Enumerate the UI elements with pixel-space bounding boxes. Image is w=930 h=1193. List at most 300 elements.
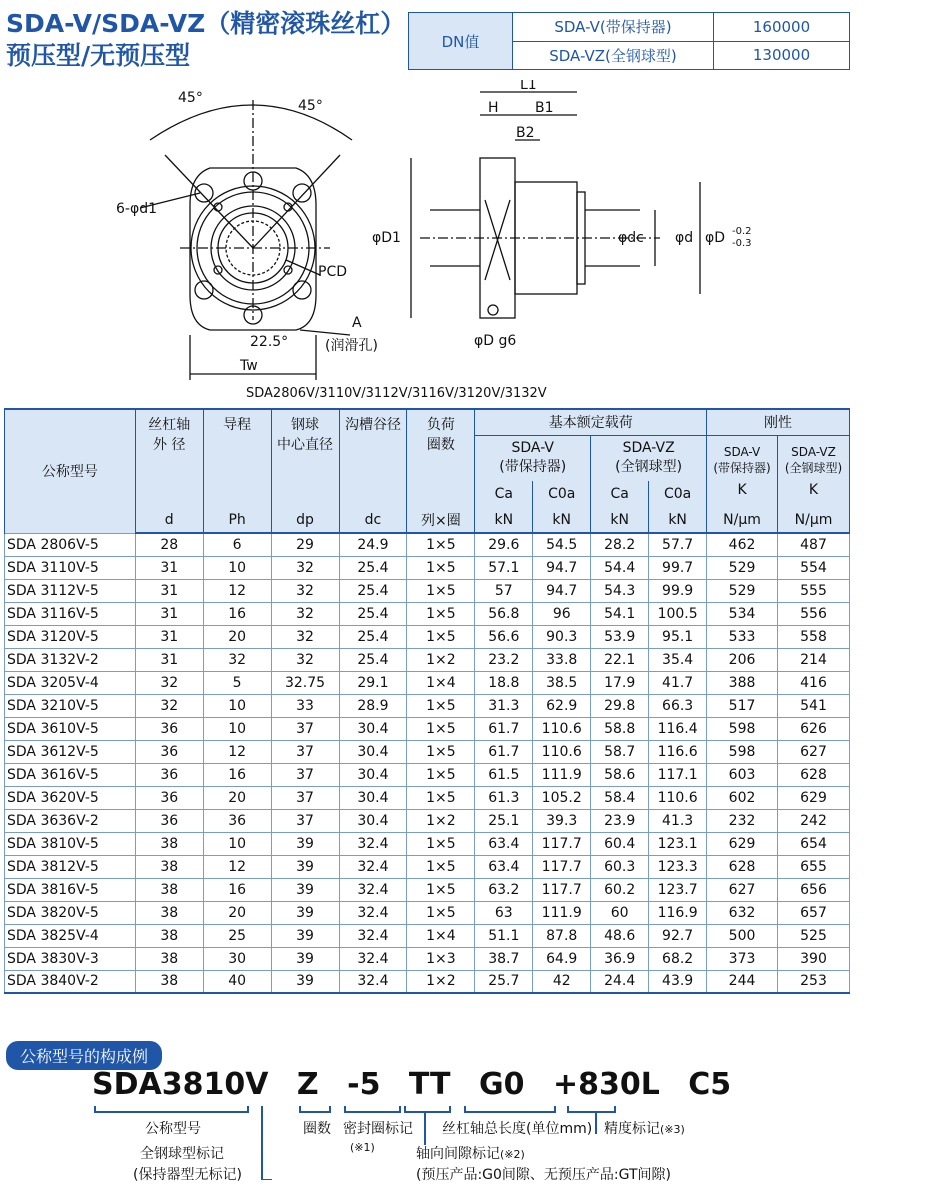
model-cell: SDA 3112V-5: [5, 579, 136, 602]
note-axial-text: 轴向间隙标记: [416, 1146, 500, 1162]
value-cell: 38: [135, 901, 203, 924]
model-cell: SDA 3610V-5: [5, 717, 136, 740]
value-cell: 123.1: [649, 832, 707, 855]
bracket-circuits: [300, 1106, 330, 1112]
table-row: [5, 924, 850, 947]
note-axial: [416, 1143, 525, 1163]
value-cell: 628: [778, 763, 850, 786]
value-cell: 24.9: [339, 533, 407, 556]
value-cell: 629: [707, 832, 778, 855]
value-cell: 32.4: [339, 878, 407, 901]
value-cell: 1×5: [407, 786, 475, 809]
value-cell: 533: [707, 625, 778, 648]
value-cell: 32.4: [339, 970, 407, 993]
value-cell: 57: [475, 579, 533, 602]
example-model-string: [92, 1067, 731, 1102]
value-cell: 598: [707, 717, 778, 740]
value-cell: 627: [778, 740, 850, 763]
value-cell: 56.6: [475, 625, 533, 648]
header-sdav: [475, 435, 591, 481]
dn-type-2: SDA-VZ(全钢球型): [513, 41, 714, 70]
unit-ca1: kN: [475, 507, 533, 533]
value-cell: 54.5: [533, 533, 591, 556]
hole-br: [293, 281, 311, 299]
part-seal: TT: [408, 1067, 451, 1102]
header-stiff: 刚性: [707, 409, 850, 435]
value-cell: 36: [203, 809, 271, 832]
label-phi-d1: φD1: [372, 230, 401, 246]
table-row: [5, 740, 850, 763]
note-model: 公称型号: [145, 1121, 201, 1137]
value-cell: 58.8: [591, 717, 649, 740]
model-cell: SDA 3636V-2: [5, 809, 136, 832]
value-cell: 22.1: [591, 648, 649, 671]
value-cell: 627: [707, 878, 778, 901]
value-cell: 37: [271, 740, 339, 763]
label-phi-d: φd: [675, 230, 694, 246]
value-cell: 603: [707, 763, 778, 786]
value-cell: 39: [271, 832, 339, 855]
unit-d: d: [135, 507, 203, 533]
value-cell: 12: [203, 579, 271, 602]
bracket-clearance: [405, 1106, 450, 1112]
value-cell: 116.6: [649, 740, 707, 763]
value-cell: 20: [203, 901, 271, 924]
value-cell: 30.4: [339, 786, 407, 809]
hole-bottom: [244, 306, 262, 324]
value-cell: 556: [778, 602, 850, 625]
note-axial-ref: (※2): [500, 1148, 525, 1161]
hole-bl: [195, 281, 213, 299]
dn-type-1: SDA-V(带保持器): [513, 13, 714, 42]
value-cell: 1×5: [407, 901, 475, 924]
value-cell: 525: [778, 924, 850, 947]
value-cell: 1×5: [407, 533, 475, 556]
value-cell: 16: [203, 878, 271, 901]
value-cell: 628: [707, 855, 778, 878]
value-cell: 54.1: [591, 602, 649, 625]
value-cell: 12: [203, 740, 271, 763]
header-sdav-l2: (带保持器): [499, 459, 567, 476]
label-b2: B2: [516, 125, 535, 141]
value-cell: 31: [135, 579, 203, 602]
header-load: [407, 409, 475, 507]
model-cell: SDA 3830V-3: [5, 947, 136, 970]
label-lube-hole: (润滑孔): [325, 338, 378, 354]
value-cell: 117.7: [533, 832, 591, 855]
value-cell: 94.7: [533, 556, 591, 579]
unit-c0a2: kN: [649, 507, 707, 533]
model-cell: SDA 3620V-5: [5, 786, 136, 809]
header-sdav-l1: SDA-V: [511, 440, 554, 457]
model-cell: SDA 3616V-5: [5, 763, 136, 786]
value-cell: 1×5: [407, 832, 475, 855]
value-cell: 110.6: [649, 786, 707, 809]
label-phi-dc: φdc: [618, 230, 644, 246]
value-cell: 32.4: [339, 924, 407, 947]
value-cell: 626: [778, 717, 850, 740]
value-cell: 16: [203, 602, 271, 625]
value-cell: 214: [778, 648, 850, 671]
table-row: [5, 671, 850, 694]
value-cell: 32.4: [339, 832, 407, 855]
value-cell: 37: [271, 763, 339, 786]
value-cell: 529: [707, 556, 778, 579]
table-row: [5, 694, 850, 717]
dn-label: DN值: [409, 13, 513, 70]
value-cell: 116.4: [649, 717, 707, 740]
value-cell: 116.9: [649, 901, 707, 924]
dn-value-2: 130000: [714, 41, 850, 70]
header-dc: 沟槽谷径: [339, 409, 407, 507]
value-cell: 555: [778, 579, 850, 602]
sym-ca1: Ca: [475, 481, 533, 507]
model-cell: SDA 3812V-5: [5, 855, 136, 878]
value-cell: 10: [203, 694, 271, 717]
value-cell: 66.3: [649, 694, 707, 717]
value-cell: 657: [778, 901, 850, 924]
value-cell: 10: [203, 556, 271, 579]
value-cell: 32: [271, 602, 339, 625]
value-cell: 99.7: [649, 556, 707, 579]
note-length: 丝杠轴总长度(单位mm): [442, 1121, 593, 1137]
technical-drawing: [0, 80, 930, 405]
header-dp-l2: 中心直径: [277, 437, 334, 453]
part-clearance: G0: [478, 1067, 525, 1102]
header-dp: [271, 409, 339, 507]
value-cell: 87.8: [533, 924, 591, 947]
value-cell: 6: [203, 533, 271, 556]
value-cell: 99.9: [649, 579, 707, 602]
value-cell: 36: [135, 717, 203, 740]
value-cell: 60.2: [591, 878, 649, 901]
value-cell: 39: [271, 970, 339, 993]
value-cell: 1×2: [407, 809, 475, 832]
note-cage: (保持器型无标记): [133, 1167, 242, 1183]
value-cell: 1×5: [407, 878, 475, 901]
label-phi-dg6: φD g6: [474, 333, 517, 349]
value-cell: 36: [135, 786, 203, 809]
unit-ph: Ph: [203, 507, 271, 533]
value-cell: 373: [707, 947, 778, 970]
dn-table: [408, 12, 850, 70]
value-cell: 38.7: [475, 947, 533, 970]
value-cell: 244: [707, 970, 778, 993]
value-cell: 117.1: [649, 763, 707, 786]
value-cell: 123.7: [649, 878, 707, 901]
value-cell: 655: [778, 855, 850, 878]
part-circuits: -5: [347, 1067, 381, 1102]
unit-ca2: kN: [591, 507, 649, 533]
page-title: [6, 8, 405, 72]
table-row: [5, 970, 850, 993]
value-cell: 54.4: [591, 556, 649, 579]
value-cell: 28: [135, 533, 203, 556]
note-seal-ref: (※1): [350, 1141, 375, 1154]
value-cell: 39: [271, 924, 339, 947]
value-cell: 1×2: [407, 648, 475, 671]
table-row: [5, 648, 850, 671]
value-cell: 38: [135, 878, 203, 901]
model-cell: SDA 3205V-4: [5, 671, 136, 694]
value-cell: 1×5: [407, 763, 475, 786]
value-cell: 29.6: [475, 533, 533, 556]
value-cell: 60: [591, 901, 649, 924]
example-section-label: 公称型号的构成例: [6, 1041, 162, 1070]
label-holes: 6-φd1: [116, 201, 157, 217]
value-cell: 1×5: [407, 579, 475, 602]
value-cell: 23.2: [475, 648, 533, 671]
value-cell: 1×4: [407, 924, 475, 947]
screw-4: [284, 266, 292, 274]
value-cell: 43.9: [649, 970, 707, 993]
value-cell: 1×2: [407, 970, 475, 993]
value-cell: 17.9: [591, 671, 649, 694]
value-cell: 51.1: [475, 924, 533, 947]
spec-table: [4, 408, 850, 994]
value-cell: 242: [778, 809, 850, 832]
value-cell: 30.4: [339, 717, 407, 740]
value-cell: 487: [778, 533, 850, 556]
value-cell: 534: [707, 602, 778, 625]
unit-k1: N/μm: [707, 507, 778, 533]
value-cell: 1×5: [407, 602, 475, 625]
value-cell: 39.3: [533, 809, 591, 832]
value-cell: 25.1: [475, 809, 533, 832]
header-stiff-sdavz-l1: SDA-VZ: [791, 444, 836, 459]
sym-c0a1: C0a: [533, 481, 591, 507]
value-cell: 541: [778, 694, 850, 717]
model-cell: SDA 3132V-2: [5, 648, 136, 671]
label-angle-right: 45°: [298, 98, 323, 114]
value-cell: 253: [778, 970, 850, 993]
header-stiff-sdav-l1: SDA-V: [723, 444, 761, 459]
value-cell: 25.4: [339, 648, 407, 671]
header-load-l2: 圈数: [426, 437, 455, 453]
value-cell: 30.4: [339, 809, 407, 832]
bracket-z: [262, 1106, 272, 1180]
table-row: [5, 763, 850, 786]
value-cell: 62.9: [533, 694, 591, 717]
value-cell: 388: [707, 671, 778, 694]
value-cell: 462: [707, 533, 778, 556]
value-cell: 16: [203, 763, 271, 786]
value-cell: 602: [707, 786, 778, 809]
note-accuracy: [604, 1118, 685, 1138]
model-cell: SDA 3116V-5: [5, 602, 136, 625]
value-cell: 61.5: [475, 763, 533, 786]
value-cell: 63.4: [475, 855, 533, 878]
value-cell: 31: [135, 556, 203, 579]
note-circuits: 圈数: [303, 1121, 331, 1137]
value-cell: 28.2: [591, 533, 649, 556]
model-cell: SDA 3820V-5: [5, 901, 136, 924]
label-phi-big-d: φD: [705, 230, 726, 246]
label-b1: B1: [535, 100, 554, 116]
value-cell: 105.2: [533, 786, 591, 809]
value-cell: 123.3: [649, 855, 707, 878]
unit-dc: dc: [339, 507, 407, 533]
value-cell: 20: [203, 625, 271, 648]
value-cell: 629: [778, 786, 850, 809]
bracket-accuracy: [568, 1106, 615, 1112]
value-cell: 96: [533, 602, 591, 625]
header-rated: 基本额定载荷: [475, 409, 707, 435]
value-cell: 654: [778, 832, 850, 855]
part-model: SDA3810V: [92, 1067, 269, 1102]
header-stiff-sdavz-l2: (全钢球型): [784, 460, 843, 475]
screw-3: [214, 266, 222, 274]
value-cell: 117.7: [533, 878, 591, 901]
value-cell: 29.8: [591, 694, 649, 717]
label-tol-lower: -0.3: [732, 238, 752, 249]
value-cell: 1×5: [407, 855, 475, 878]
value-cell: 18.8: [475, 671, 533, 694]
bracket-seal: [345, 1106, 400, 1112]
value-cell: 598: [707, 740, 778, 763]
value-cell: 48.6: [591, 924, 649, 947]
value-cell: 31: [135, 648, 203, 671]
value-cell: 32: [135, 694, 203, 717]
value-cell: 517: [707, 694, 778, 717]
value-cell: 31.3: [475, 694, 533, 717]
value-cell: 53.9: [591, 625, 649, 648]
value-cell: 39: [271, 947, 339, 970]
value-cell: 94.7: [533, 579, 591, 602]
value-cell: 58.7: [591, 740, 649, 763]
table-row: [5, 832, 850, 855]
title-line2: 预压型/无预压型: [6, 41, 191, 70]
table-row: [5, 855, 850, 878]
model-cell: SDA 2806V-5: [5, 533, 136, 556]
value-cell: 95.1: [649, 625, 707, 648]
table-row: [5, 878, 850, 901]
value-cell: 36.9: [591, 947, 649, 970]
note-preload: (预压产品:G0间隙、无预压产品:GT间隙): [416, 1167, 672, 1183]
unit-c0a1: kN: [533, 507, 591, 533]
part-accuracy: C5: [688, 1067, 732, 1102]
label-h: H: [488, 100, 499, 116]
value-cell: 100.5: [649, 602, 707, 625]
value-cell: 31: [135, 625, 203, 648]
value-cell: 63.2: [475, 878, 533, 901]
value-cell: 90.3: [533, 625, 591, 648]
header-model: 公称型号: [5, 409, 136, 533]
note-full-ball: 全钢球型标记: [140, 1146, 224, 1162]
table-row: [5, 533, 850, 556]
drawing-caption: SDA2806V/3110V/3112V/3116V/3120V/3132V: [246, 386, 547, 401]
value-cell: 5: [203, 671, 271, 694]
value-cell: 58.6: [591, 763, 649, 786]
value-cell: 30.4: [339, 763, 407, 786]
value-cell: 32: [271, 556, 339, 579]
label-tw: Tw: [240, 358, 258, 374]
lube-leader: [300, 330, 350, 335]
value-cell: 32: [271, 579, 339, 602]
value-cell: 206: [707, 648, 778, 671]
value-cell: 25.7: [475, 970, 533, 993]
hole-tr: [293, 184, 311, 202]
value-cell: 54.3: [591, 579, 649, 602]
table-row: [5, 809, 850, 832]
value-cell: 1×5: [407, 556, 475, 579]
table-row: [5, 786, 850, 809]
value-cell: 32: [135, 671, 203, 694]
bracket-model: [95, 1106, 248, 1112]
value-cell: 63.4: [475, 832, 533, 855]
value-cell: 63: [475, 901, 533, 924]
part-length: +830L: [552, 1067, 660, 1102]
value-cell: 12: [203, 855, 271, 878]
value-cell: 32.4: [339, 901, 407, 924]
value-cell: 57.7: [649, 533, 707, 556]
table-row: [5, 556, 850, 579]
value-cell: 110.6: [533, 717, 591, 740]
value-cell: 58.4: [591, 786, 649, 809]
value-cell: 36: [135, 763, 203, 786]
model-cell: SDA 3120V-5: [5, 625, 136, 648]
header-sdavz: [591, 435, 707, 481]
label-a: A: [352, 315, 362, 331]
value-cell: 41.3: [649, 809, 707, 832]
value-cell: 1×4: [407, 671, 475, 694]
value-cell: 57.1: [475, 556, 533, 579]
value-cell: 38: [135, 947, 203, 970]
value-cell: 39: [271, 878, 339, 901]
value-cell: 36: [135, 740, 203, 763]
value-cell: 38: [135, 832, 203, 855]
value-cell: 32: [271, 625, 339, 648]
value-cell: 61.3: [475, 786, 533, 809]
model-cell: SDA 3816V-5: [5, 878, 136, 901]
header-load-l1: 负荷: [426, 417, 455, 433]
value-cell: 25: [203, 924, 271, 947]
sym-ca2: Ca: [591, 481, 649, 507]
value-cell: 60.3: [591, 855, 649, 878]
value-cell: 554: [778, 556, 850, 579]
header-stiff-sdav-l2: (带保持器): [713, 460, 771, 475]
value-cell: 40: [203, 970, 271, 993]
value-cell: 1×5: [407, 694, 475, 717]
value-cell: 500: [707, 924, 778, 947]
table-row: [5, 717, 850, 740]
value-cell: 60.4: [591, 832, 649, 855]
label-pcd: PCD: [318, 264, 347, 280]
table-row: [5, 602, 850, 625]
value-cell: 111.9: [533, 901, 591, 924]
model-cell: SDA 3825V-4: [5, 924, 136, 947]
value-cell: 39: [271, 901, 339, 924]
note-seal: 密封圈标记: [343, 1121, 413, 1137]
value-cell: 1×5: [407, 740, 475, 763]
value-cell: 111.9: [533, 763, 591, 786]
value-cell: 56.8: [475, 602, 533, 625]
sym-c0a2: C0a: [649, 481, 707, 507]
value-cell: 558: [778, 625, 850, 648]
value-cell: 529: [707, 579, 778, 602]
value-cell: 25.4: [339, 602, 407, 625]
value-cell: 38: [135, 970, 203, 993]
value-cell: 23.9: [591, 809, 649, 832]
sym-k2: K: [808, 481, 819, 498]
label-tol-upper: -0.2: [732, 226, 752, 237]
value-cell: 38: [135, 924, 203, 947]
value-cell: 28.9: [339, 694, 407, 717]
unit-dp: dp: [271, 507, 339, 533]
bracket-length: [465, 1106, 555, 1112]
header-d: [135, 409, 203, 507]
unit-load: 列×圈: [407, 507, 475, 533]
